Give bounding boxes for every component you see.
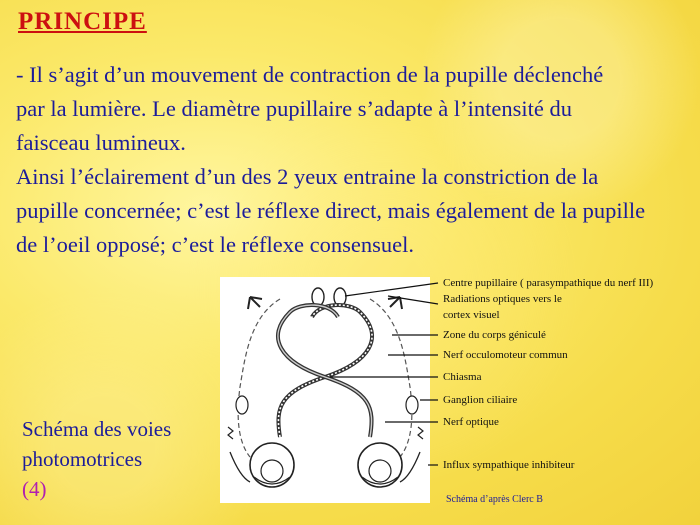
- body-line: de l’oeil opposé; c’est le réflexe consensuel.: [16, 232, 414, 257]
- label-influx-sympathique: Influx sympathique inhibiteur: [443, 459, 575, 471]
- body-line: faisceau lumineux.: [16, 130, 186, 155]
- label-chiasma: Chiasma: [443, 371, 482, 383]
- slide-title: PRINCIPE: [18, 8, 147, 35]
- label-ganglion-ciliaire: Ganglion ciliaire: [443, 394, 518, 406]
- body-line: pupille concernée; c’est le réflexe direct, mais également de la pupille: [16, 198, 646, 223]
- figure-source: Schéma d’après Clerc B: [446, 494, 543, 505]
- label-corps-genicule: Zone du corps géniculé: [443, 329, 546, 341]
- caption-reference: (4): [22, 477, 47, 501]
- caption-line: Schéma des voies: [22, 417, 172, 441]
- caption-line: photomotrices: [22, 447, 143, 471]
- figure-caption: [22, 414, 171, 504]
- body-line: - Il s’agit d’un mouvement de contraction de la pupille déclenché: [16, 62, 604, 87]
- body-line: Ainsi l’éclairement d’un des 2 yeux entraine la constriction de la: [16, 164, 599, 189]
- label-nerf-optique: Nerf optique: [443, 416, 499, 428]
- label-cortex-visuel: cortex visuel: [443, 309, 500, 321]
- body-line: par la lumière. Le diamètre pupillaire s’adapte à l’intensité du: [16, 96, 573, 121]
- label-centre-pupillaire: Centre pupillaire ( parasympathique du nerf III): [443, 277, 654, 289]
- label-radiations-optiques: Radiations optiques vers le: [443, 293, 562, 305]
- leader-line: [388, 296, 438, 304]
- label-nerf-occulomoteur: Nerf occulomoteur commun: [443, 349, 568, 361]
- leader-line: [345, 283, 438, 296]
